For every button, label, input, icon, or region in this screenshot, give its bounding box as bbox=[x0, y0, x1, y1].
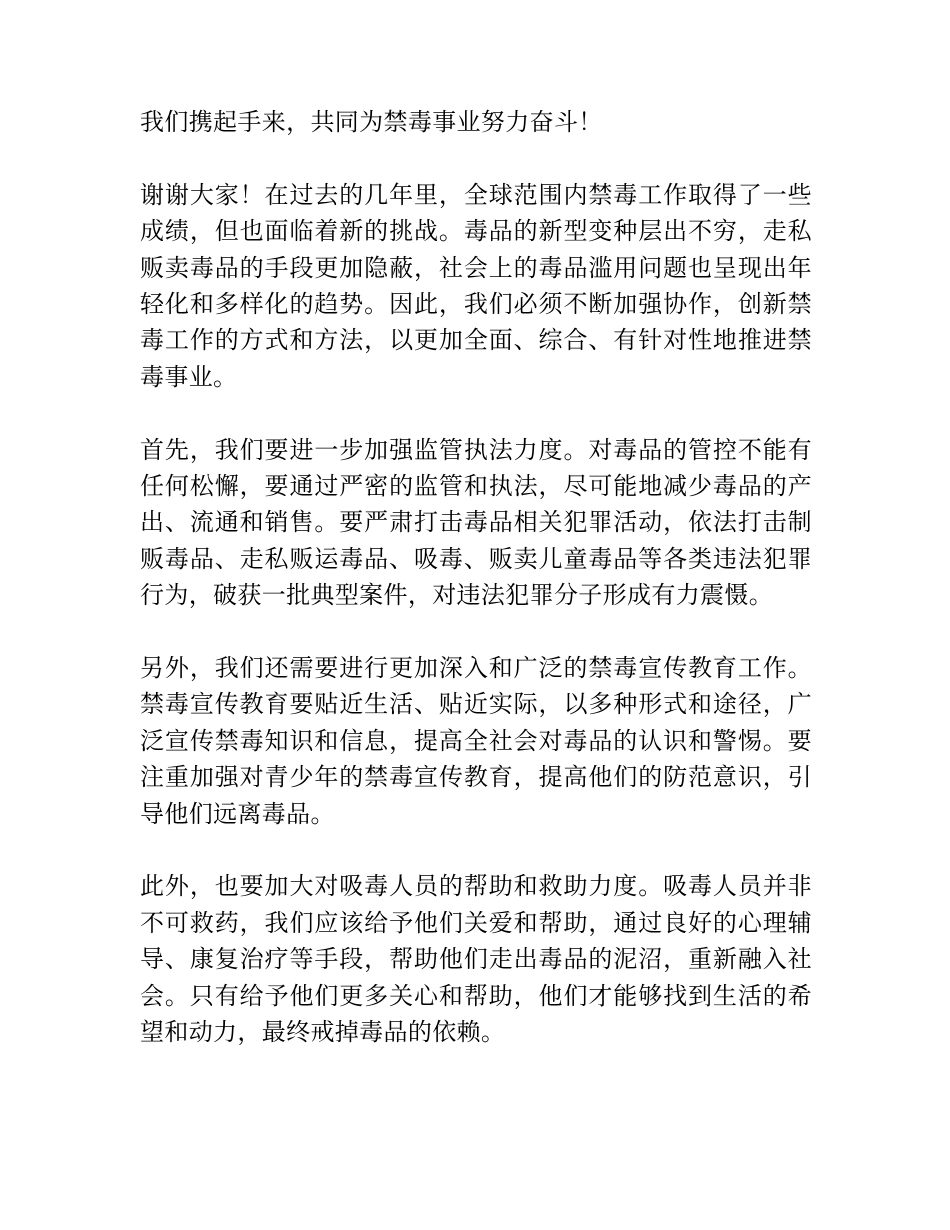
document-body bbox=[140, 104, 812, 1087]
paragraph-closing-call: 我们携起手来，共同为禁毒事业努力奋斗！ bbox=[140, 108, 603, 136]
paragraph-education: 另外，我们还需要进行更加深入和广泛的禁毒宣传教育工作。禁毒宣传教育要贴近生活、贴近实际，以多种形式和途径，广泛宣传禁毒知识和信息，提高全社会对毒品的认识和警惕。要注重加强对青少年的禁毒宣传教育，提高他们的防范意识，引导他们远离毒品。 bbox=[140, 654, 812, 828]
paragraph-challenges: 谢谢大家！在过去的几年里，全球范围内禁毒工作取得了一些成绩，但也面临着新的挑战。毒品的新型变种层出不穷，走私贩卖毒品的手段更加隐蔽，社会上的毒品滥用问题也呈现出年轻化和多样化的趋势。因此，我们必须不断加强协作，创新禁毒工作的方式和方法，以更加全面、综合、有针对性地推进禁毒事业。 bbox=[140, 180, 812, 391]
paragraph-rehabilitation: 此外，也要加大对吸毒人员的帮助和救助力度。吸毒人员并非不可救药，我们应该给予他们关爱和帮助，通过良好的心理辅导、康复治疗等手段，帮助他们走出毒品的泥沼，重新融入社会。只有给予他们更多关心和帮助，他们才能够找到生活的希望和动力，最终戒掉毒品的依赖。 bbox=[140, 872, 812, 1047]
paragraph-enforcement: 首先，我们要进一步加强监管执法力度。对毒品的管控不能有任何松懈，要通过严密的监管和执法，尽可能地减少毒品的产出、流通和销售。要严肃打击毒品相关犯罪活动，依法打击制贩毒品、走私贩运毒品、吸毒、贩卖儿童毒品等各类违法犯罪行为，破获一批典型案件，对违法犯罪分子形成有力震慑。 bbox=[140, 435, 812, 610]
